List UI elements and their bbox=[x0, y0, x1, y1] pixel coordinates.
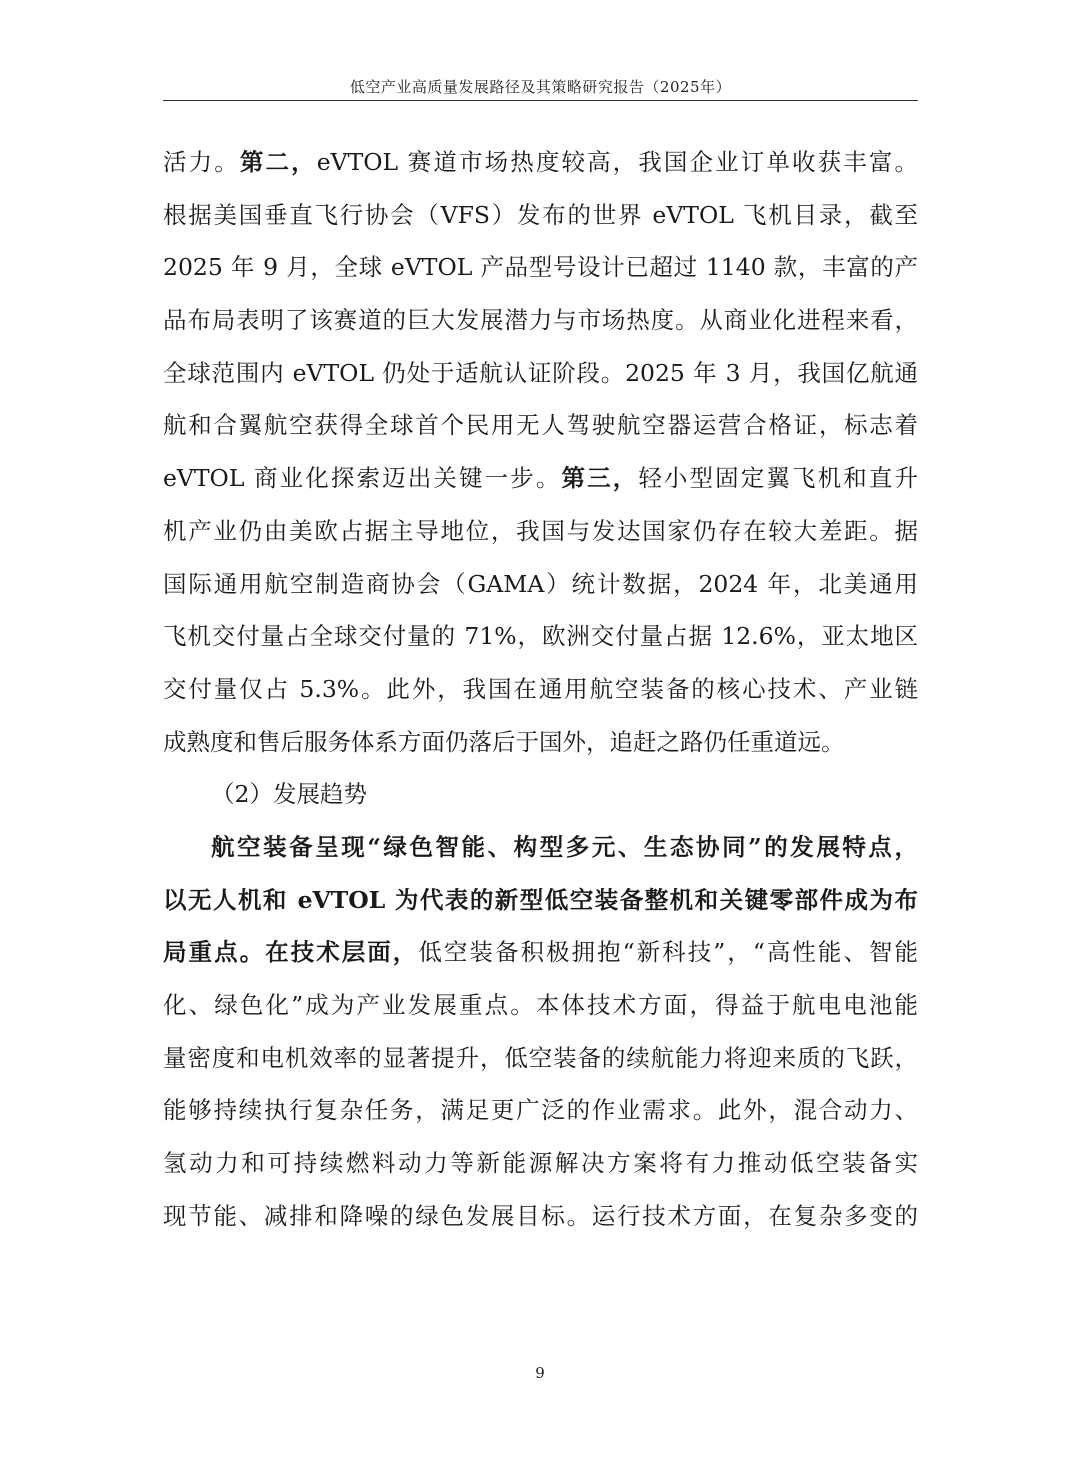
text-line: 飞机交付量占全球交付量的 71%，欧洲交付量占据 12.6%，亚太地区 bbox=[163, 622, 918, 651]
text-line: 量密度和电机效率的显著提升，低空装备的续航能力将迎来质的飞跃， bbox=[163, 1043, 918, 1072]
text-line: 现节能、减排和降噪的绿色发展目标。运行技术方面，在复杂多变的 bbox=[163, 1201, 918, 1230]
section-heading: （2）发展趋势 bbox=[211, 780, 367, 809]
text-line bbox=[163, 452, 918, 505]
bold-run: 在技术层面， bbox=[265, 938, 419, 967]
text-run: eVTOL 赛道市场热度较高，我国企业订单收获丰富。 bbox=[316, 148, 918, 176]
text-line: 氢动力和可持续燃料动力等新能源解决方案将有力推动低空装备实 bbox=[163, 1149, 918, 1178]
text-run: 低空装备积极拥抱“新科技”，“高性能、智能 bbox=[418, 938, 918, 967]
bold-run: 局重点。 bbox=[163, 938, 266, 967]
text-line: 国际通用航空制造商协会（GAMA）统计数据，2024 年，北美通用 bbox=[163, 569, 918, 598]
text-line: 能够持续执行复杂任务，满足更广泛的作业需求。此外，混合动力、 bbox=[163, 1096, 918, 1125]
text-line: 2025 年 9 月，全球 eVTOL 产品型号设计已超过 1140 款，丰富的产 bbox=[163, 253, 918, 282]
text-line: 以无人机和 eVTOL 为代表的新型低空装备整机和关键零部件成为布 bbox=[163, 885, 918, 914]
text-line bbox=[163, 926, 918, 979]
text-run: eVTOL 商业化探索迈出关键一步。 bbox=[163, 464, 562, 493]
text-line bbox=[163, 136, 918, 189]
text-line: 化、绿色化”成为产业发展重点。本体技术方面，得益于航电电池能 bbox=[163, 991, 918, 1019]
page-header-title: 低空产业高质量发展路径及其策略研究报告（2025年） bbox=[349, 78, 732, 96]
text-line: 交付量仅占 5.3%。此外，我国在通用航空装备的核心技术、产业链 bbox=[163, 674, 918, 703]
text-line: 航和合翼航空获得全球首个民用无人驾驶航空器运营合格证，标志着 bbox=[163, 411, 918, 440]
text-line: 全球范围内 eVTOL 仍处于适航认证阶段。2025 年 3 月，我国亿航通 bbox=[163, 358, 918, 387]
text-run: 轻小型固定翼飞机和直升 bbox=[638, 464, 918, 493]
body-text bbox=[163, 136, 918, 1242]
bold-run: 第三， bbox=[561, 464, 639, 493]
text-line: 成熟度和售后服务体系方面仍落后于国外，追赶之路仍任重道远。 bbox=[163, 727, 845, 756]
text-line: 根据美国垂直飞行协会（VFS）发布的世界 eVTOL 飞机目录，截至 bbox=[163, 200, 918, 229]
page-number: 9 bbox=[535, 1364, 545, 1382]
text-run: 活力。 bbox=[163, 148, 240, 176]
text-line: 机产业仍由美欧占据主导地位，我国与发达国家仍存在较大差距。据 bbox=[163, 516, 918, 545]
bold-run: 第二， bbox=[239, 148, 317, 176]
text-line: 航空装备呈现“绿色智能、构型多元、生态协同”的发展特点， bbox=[211, 832, 918, 861]
header-divider bbox=[163, 100, 918, 101]
text-line: 品布局表明了该赛道的巨大发展潜力与市场热度。从商业化进程来看， bbox=[163, 306, 918, 335]
